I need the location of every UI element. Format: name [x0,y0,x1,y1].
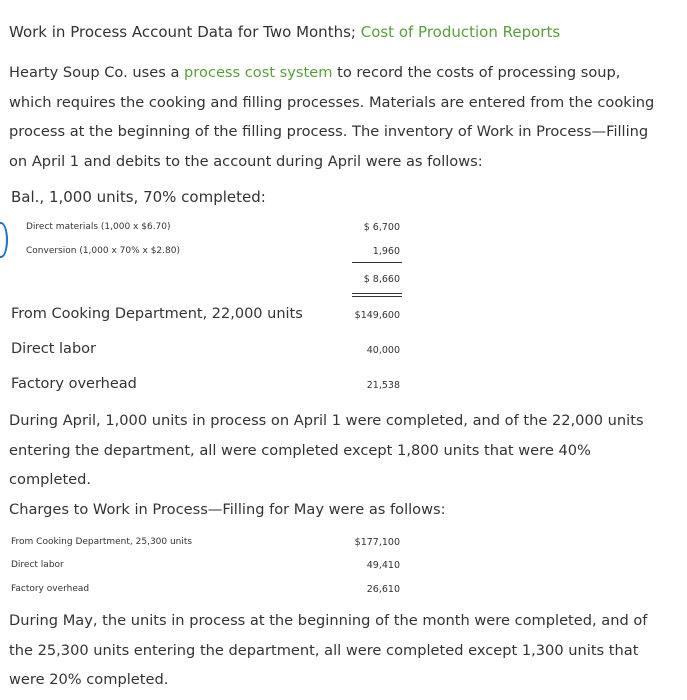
intro-line2: which requires the cooking and filling processes. Materials are entered from the cooking [9,93,655,111]
may-heading: Charges to Work in Process—Filling for May were as follows: [9,500,446,518]
may-charge-amount: 26,610 [366,584,400,595]
april-debit-amount: 21,538 [366,380,400,391]
intro-line3: process at the beginning of the filling process. The inventory of Work in Process—Filling [9,123,649,141]
may-charge-label: Factory overhead [11,584,90,594]
intro-paragraph [9,58,654,176]
balance-row-label: Direct materials (1,000 x $6.70) [26,222,171,232]
intro-line4: on April 1 and debits to the account during April were as follows: [9,152,483,170]
may-paragraph [9,606,647,695]
subtotal-rule [352,262,402,263]
intro-line1-rest: to record the costs of processing soup, [332,64,621,81]
may-line3: were 20% completed. [9,671,169,689]
april-debit-label: Factory overhead [11,376,137,392]
may-line2: the 25,300 units entering the department, all were completed except 1,300 units that [9,641,639,659]
may-charge-amount: $177,100 [354,537,400,548]
total-double-rule [352,293,402,294]
title-link[interactable]: Cost of Production Reports [360,23,561,41]
balance-heading: Bal., 1,000 units, 70% completed: [11,188,266,206]
intro-lead: Hearty Soup Co. uses a [9,64,185,81]
title-main: Work in Process Account Data for Two Months; [9,23,361,41]
may-charge-label: Direct labor [11,560,64,570]
selection-marker [0,222,8,258]
may-charge-label: From Cooking Department, 25,300 units [11,537,193,547]
april-paragraph [9,406,644,524]
total-double-rule [352,296,402,297]
balance-row-amount: $ 6,700 [363,222,400,233]
april-line2: entering the department, all were completed except 1,800 units that were 40% [9,441,591,459]
april-debit-label: From Cooking Department, 22,000 units [11,306,303,322]
may-line1: During May, the units in process at the beginning of the month were completed, and of [9,612,648,629]
april-line1: During April, 1,000 units in process on April 1 were completed, and of the 22,000 units [9,412,644,429]
page-title [9,23,560,41]
may-charge-amount: 49,410 [366,560,400,571]
april-debit-amount: 40,000 [366,345,400,356]
balance-row-amount: 1,960 [372,246,400,257]
april-debit-amount: $149,600 [354,310,400,321]
april-debit-label: Direct labor [11,341,96,357]
balance-row-label: Conversion (1,000 x 70% x $2.80) [26,246,180,256]
process-cost-system-link[interactable]: process cost system [184,64,333,81]
balance-total: $ 8,660 [363,274,400,285]
april-line3: completed. [9,471,92,489]
